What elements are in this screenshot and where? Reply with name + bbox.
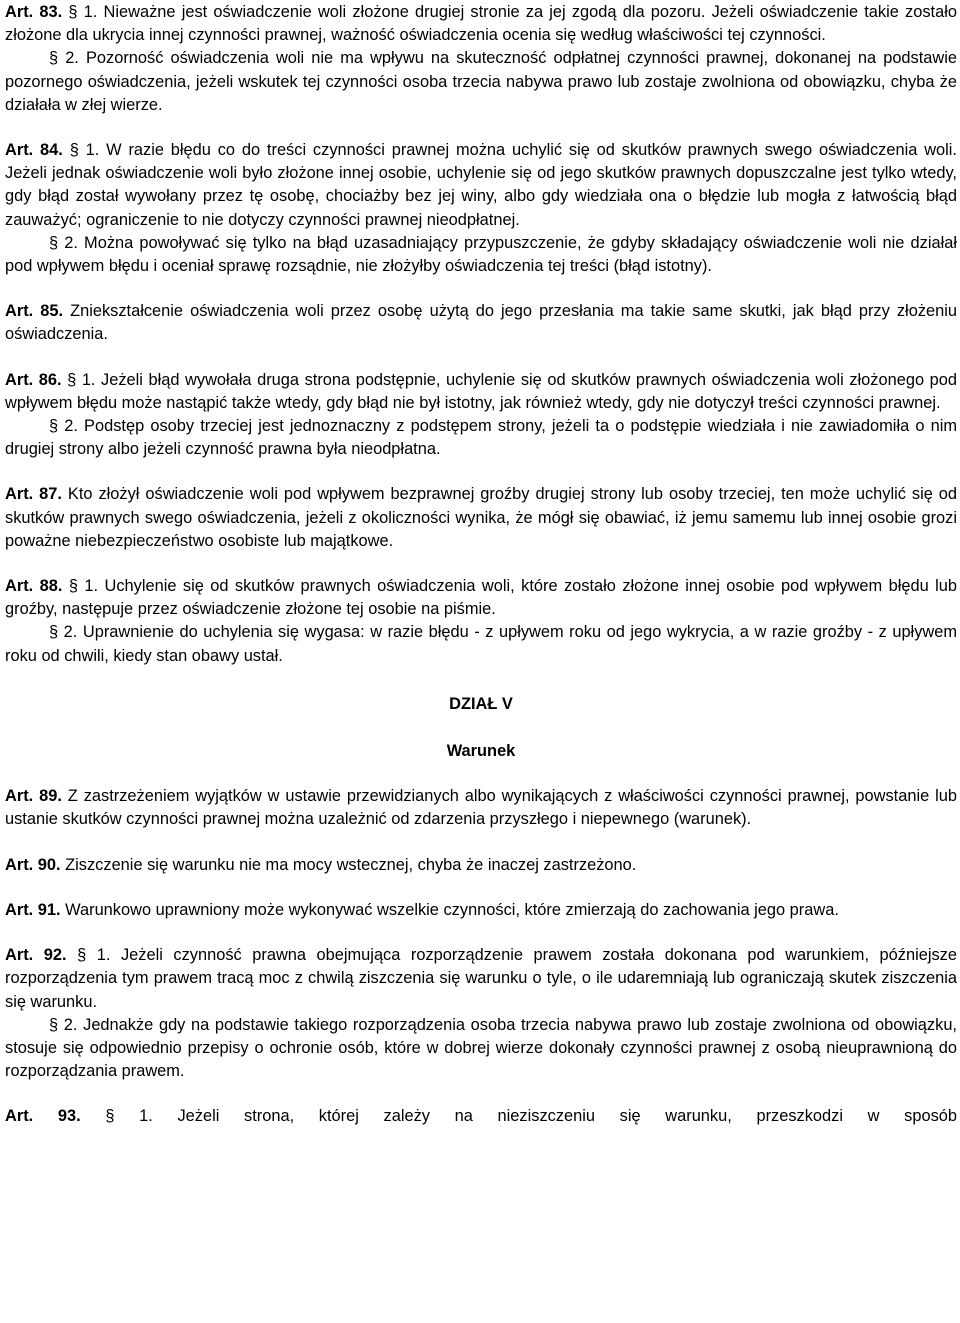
article-92-p1-text: Jeżeli czynność prawna obejmująca rozporządzenie prawem została dokonana pod warunkiem, późniejsze rozporządzenia tym prawem tracą moc z chwilą ziszczenia się warunku o tyle, o ile udaremniają lub ograniczają skutek ziszczenia się warunku.	[5, 946, 957, 1011]
article-92-p1-number: § 1.	[77, 946, 111, 965]
article-92-p2-number: § 2.	[49, 1015, 78, 1034]
article-93-p1-text: Jeżeli strona, której zależy na nieziszczeniu się warunku, przeszkodzi w sposób	[152, 1107, 957, 1126]
article-88-p2-number: § 2.	[49, 623, 78, 642]
section-heading: DZIAŁ V	[449, 694, 513, 713]
article-88-p1-number: § 1.	[68, 577, 99, 596]
article-83-p1-number: § 1.	[68, 3, 98, 21]
article-83-label: Art. 83.	[5, 3, 63, 21]
article-90-text: Ziszczenie się warunku nie ma mocy wstecznej, chyba że inaczej zastrzeżono.	[60, 855, 637, 874]
article-91-label: Art. 91.	[5, 900, 61, 919]
article-92-paragraph-1	[5, 944, 957, 1014]
article-90	[5, 854, 957, 877]
article-93-paragraph-1	[5, 1105, 957, 1128]
article-86-paragraph-1	[5, 369, 957, 415]
article-89-label: Art. 89.	[5, 787, 62, 806]
article-84-p1-number: § 1.	[69, 141, 100, 160]
article-84-paragraph-2	[5, 232, 957, 278]
article-92-p2-text: Jednakże gdy na podstawie takiego rozporządzenia osoba trzecia nabywa prawo lub zostaje zwolniona od obowiązku, stosuje się odpowiednio przepisy o ochronie osób, które w dobrej wierze dokonały czynności prawnej z osobą nieuprawnioną do rozporządzania prawem.	[5, 1015, 957, 1081]
article-88-label: Art. 88.	[5, 577, 63, 596]
article-84-paragraph-1	[5, 139, 957, 232]
article-83-paragraph-2	[5, 47, 957, 117]
article-84-p1-text: W razie błędu co do treści czynności prawnej można uchylić się od skutków prawnych swego oświadczenia woli. Jeżeli jednak oświadczenie woli było złożone innej osobie, uchylenie się od jego skutków prawnych dopuszczalne jest tylko wtedy, gdy błąd został wywołany przez tę osobę, chociażby bez jej winy, albo gdy wiedziała ona o błędzie lub mogła z łatwością błąd zauważyć; ograniczenie to nie dotyczy czynności prawnej nieodpłatnej.	[5, 141, 957, 229]
article-83-p1-text: Nieważne jest oświadczenie woli złożone drugiej stronie za jej zgodą dla pozoru. Jeżeli oświadczenie takie zostało złożone dla ukrycia innej czynności prawnej, ważność oświadczenia ocenia się według właściwości tej czynności.	[5, 3, 957, 45]
article-83-p2-text: Pozorność oświadczenia woli nie ma wpływu na skuteczność odpłatnej czynności prawnej, dokonanej na podstawie pozornego oświadczenia, jeżeli wskutek tej czynności osoba trzecia nabywa prawo lub zostaje zwolniona od obowiązku, chyba że działała w złej wierze.	[5, 49, 958, 114]
article-86-paragraph-2	[5, 415, 957, 461]
article-86-label: Art. 86.	[5, 370, 62, 389]
article-93-label: Art. 93.	[5, 1107, 81, 1126]
article-90-label: Art. 90.	[5, 855, 61, 874]
article-92-paragraph-2	[5, 1014, 957, 1084]
article-91-text: Warunkowo uprawniony może wykonywać wszelkie czynności, które zmierzają do zachowania jego prawa.	[60, 900, 839, 919]
article-83-p2-number: § 2.	[49, 49, 79, 68]
article-89-text: Z zastrzeżeniem wyjątków w ustawie przewidzianych albo wynikających z właściwości czynności prawnej, powstanie lub ustanie skutków czynności prawnej można uzależnić od zdarzenia przyszłego i niepewnego (warunek).	[5, 787, 957, 829]
article-86-p2-number: § 2.	[49, 417, 78, 436]
article-87-text: Kto złożył oświadczenie woli pod wpływem bezprawnej groźby drugiej strony lub osoby trzeciej, ten może uchylić się od skutków prawnych swego oświadczenia, jeżeli z okoliczności wynika, że mógł się obawiać, iż jemu samemu lub innej osobie grozi poważne niebezpieczeństwo osobiste lub majątkowe.	[5, 485, 957, 550]
section-title: Warunek	[446, 742, 516, 761]
article-86-p1-text: Jeżeli błąd wywołała druga strona podstępnie, uchylenie się od skutków prawnych oświadczenia woli złożonego pod wpływem błędu może nastąpić także wtedy, gdy błąd nie był istotny, jak również wtedy, gdy nie dotyczył treści czynności prawnej.	[5, 370, 957, 412]
article-92-label: Art. 92.	[5, 946, 67, 965]
article-93-p1-number: § 1.	[105, 1107, 153, 1126]
article-86-p2-text: Podstęp osoby trzeciej jest jednoznaczny z podstępem strony, jeżeli ta o podstępie wiedziała i nie zawiadomiła o nim drugiej strony albo jeżeli czynność prawna była nieodpłatna.	[5, 417, 957, 459]
article-89	[5, 785, 957, 831]
article-84-label: Art. 84.	[5, 141, 63, 160]
article-86-p1-number: § 1.	[67, 370, 96, 389]
article-88-p2-text: Uprawnienie do uchylenia się wygasa: w razie błędu - z upływem roku od jego wykrycia, a w razie groźby - z upływem roku od chwili, kiedy stan obawy ustał.	[5, 623, 957, 665]
document-page	[5, 1, 957, 1129]
article-91	[5, 899, 957, 922]
article-88-paragraph-1	[5, 575, 957, 621]
article-85-text: Zniekształcenie oświadczenia woli przez osobę użytą do jego przesłania ma takie same skutki, jak błąd przy złożeniu oświadczenia.	[5, 302, 957, 344]
article-85	[5, 300, 957, 346]
article-84-p2-number: § 2.	[49, 233, 78, 252]
article-88-paragraph-2	[5, 621, 957, 667]
article-88-p1-text: Uchylenie się od skutków prawnych oświadczenia woli, które zostało złożone innej osobie pod wpływem błędu lub groźby, następuje przez oświadczenie złożone tej osobie na piśmie.	[5, 577, 957, 619]
article-87-label: Art. 87.	[5, 485, 62, 504]
article-83-paragraph-1	[5, 1, 957, 47]
article-85-label: Art. 85.	[5, 302, 64, 321]
article-84-p2-text: Można powoływać się tylko na błąd uzasadniający przypuszczenie, że gdyby składający oświadczenie woli nie działał pod wpływem błędu i oceniał sprawę rozsądnie, nie złożyłby oświadczenia tej treści (błąd istotny).	[5, 233, 957, 276]
article-87	[5, 483, 957, 553]
